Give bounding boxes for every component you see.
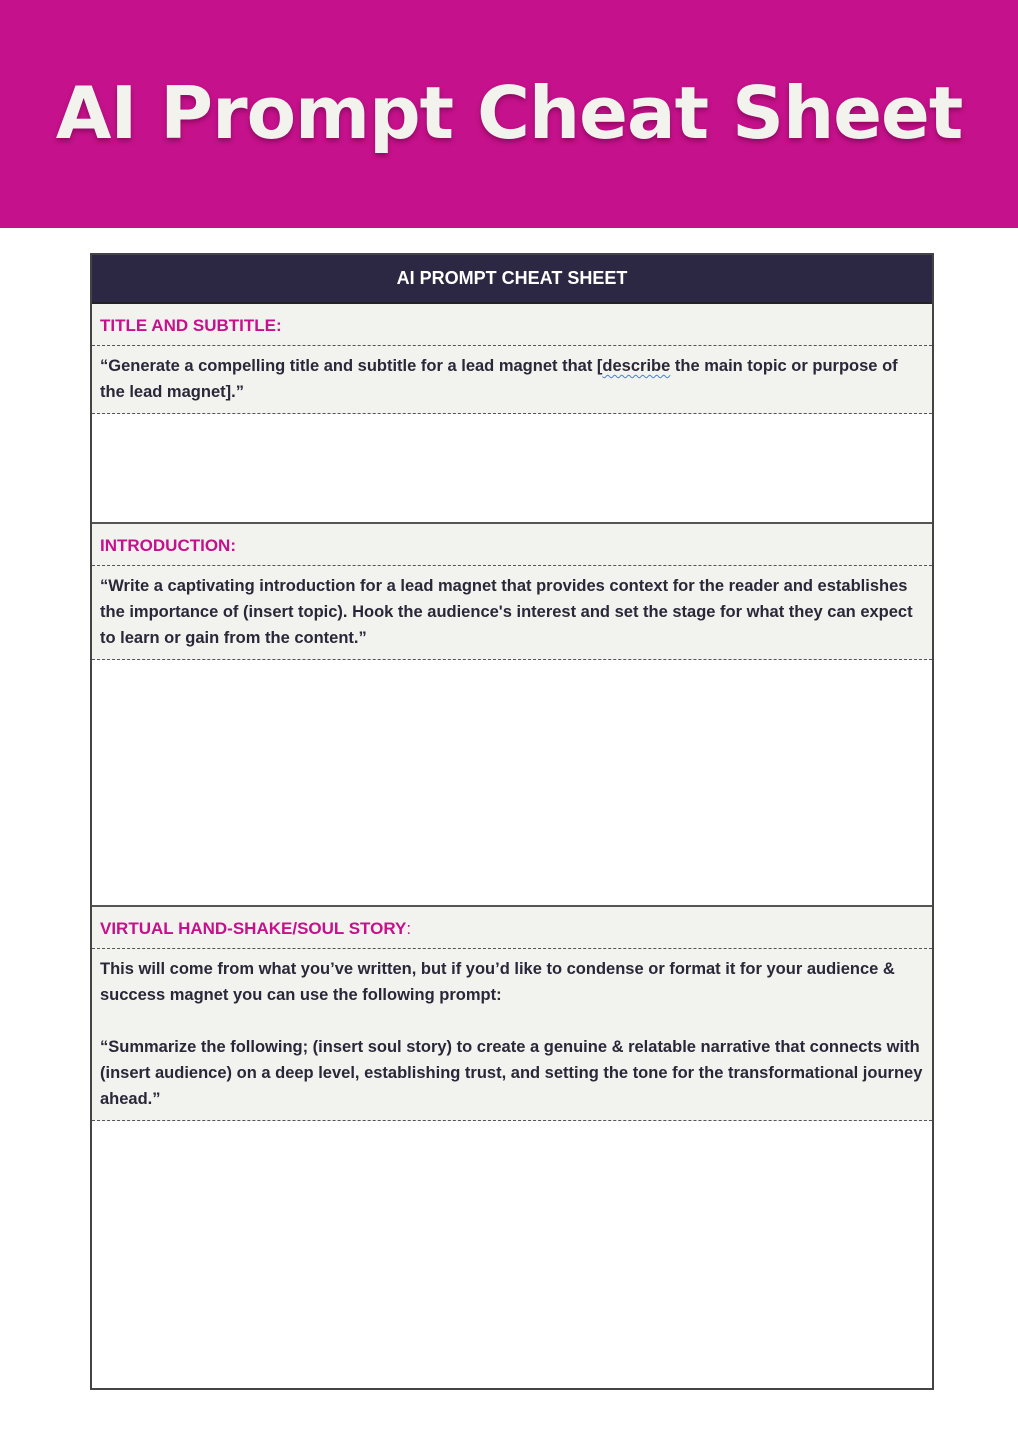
section-soul-story [92, 907, 932, 1121]
section-heading-text: VIRTUAL HAND-SHAKE/SOUL STORY [100, 919, 407, 938]
prompt-paragraph: “Write a captivating introduction for a lead magnet that provides context for the reader and establishes the importance of (insert topic). Hook the audience's interest and set the stage for what they can expect to learn or gain from the content.” [100, 577, 913, 647]
section-heading: TITLE AND SUBTITLE: [92, 304, 932, 346]
section-heading [92, 907, 932, 949]
section-title-subtitle [92, 304, 932, 524]
prompt-text [92, 949, 932, 1121]
spellcheck-flagged-word: describe [602, 357, 671, 375]
prompt-text-part: the main topic or purpose of the lead magnet].” [100, 357, 898, 401]
banner-title: AI Prompt Cheat Sheet [55, 71, 963, 155]
title-banner [0, 0, 1018, 228]
prompt-text [92, 346, 932, 414]
section-heading-colon: : [406, 919, 412, 938]
section-heading: INTRODUCTION: [92, 524, 932, 566]
intro-paragraph: This will come from what you’ve written, but if you’d like to condense or format it for your audience & success magnet you can use the following prompt: [100, 960, 895, 1004]
sheet-header: AI PROMPT CHEAT SHEET [92, 255, 932, 304]
prompt-text-part: “Generate a compelling title and subtitle for a lead magnet that [ [100, 357, 603, 375]
prompt-text [92, 566, 932, 660]
section-introduction [92, 524, 932, 907]
prompt-paragraph: “Summarize the following; (insert soul story) to create a genuine & relatable narrative that connects with (insert audience) on a deep level, establishing trust, and setting the tone for the transformational journey ahead.” [100, 1038, 923, 1108]
cheat-sheet [90, 253, 934, 1390]
